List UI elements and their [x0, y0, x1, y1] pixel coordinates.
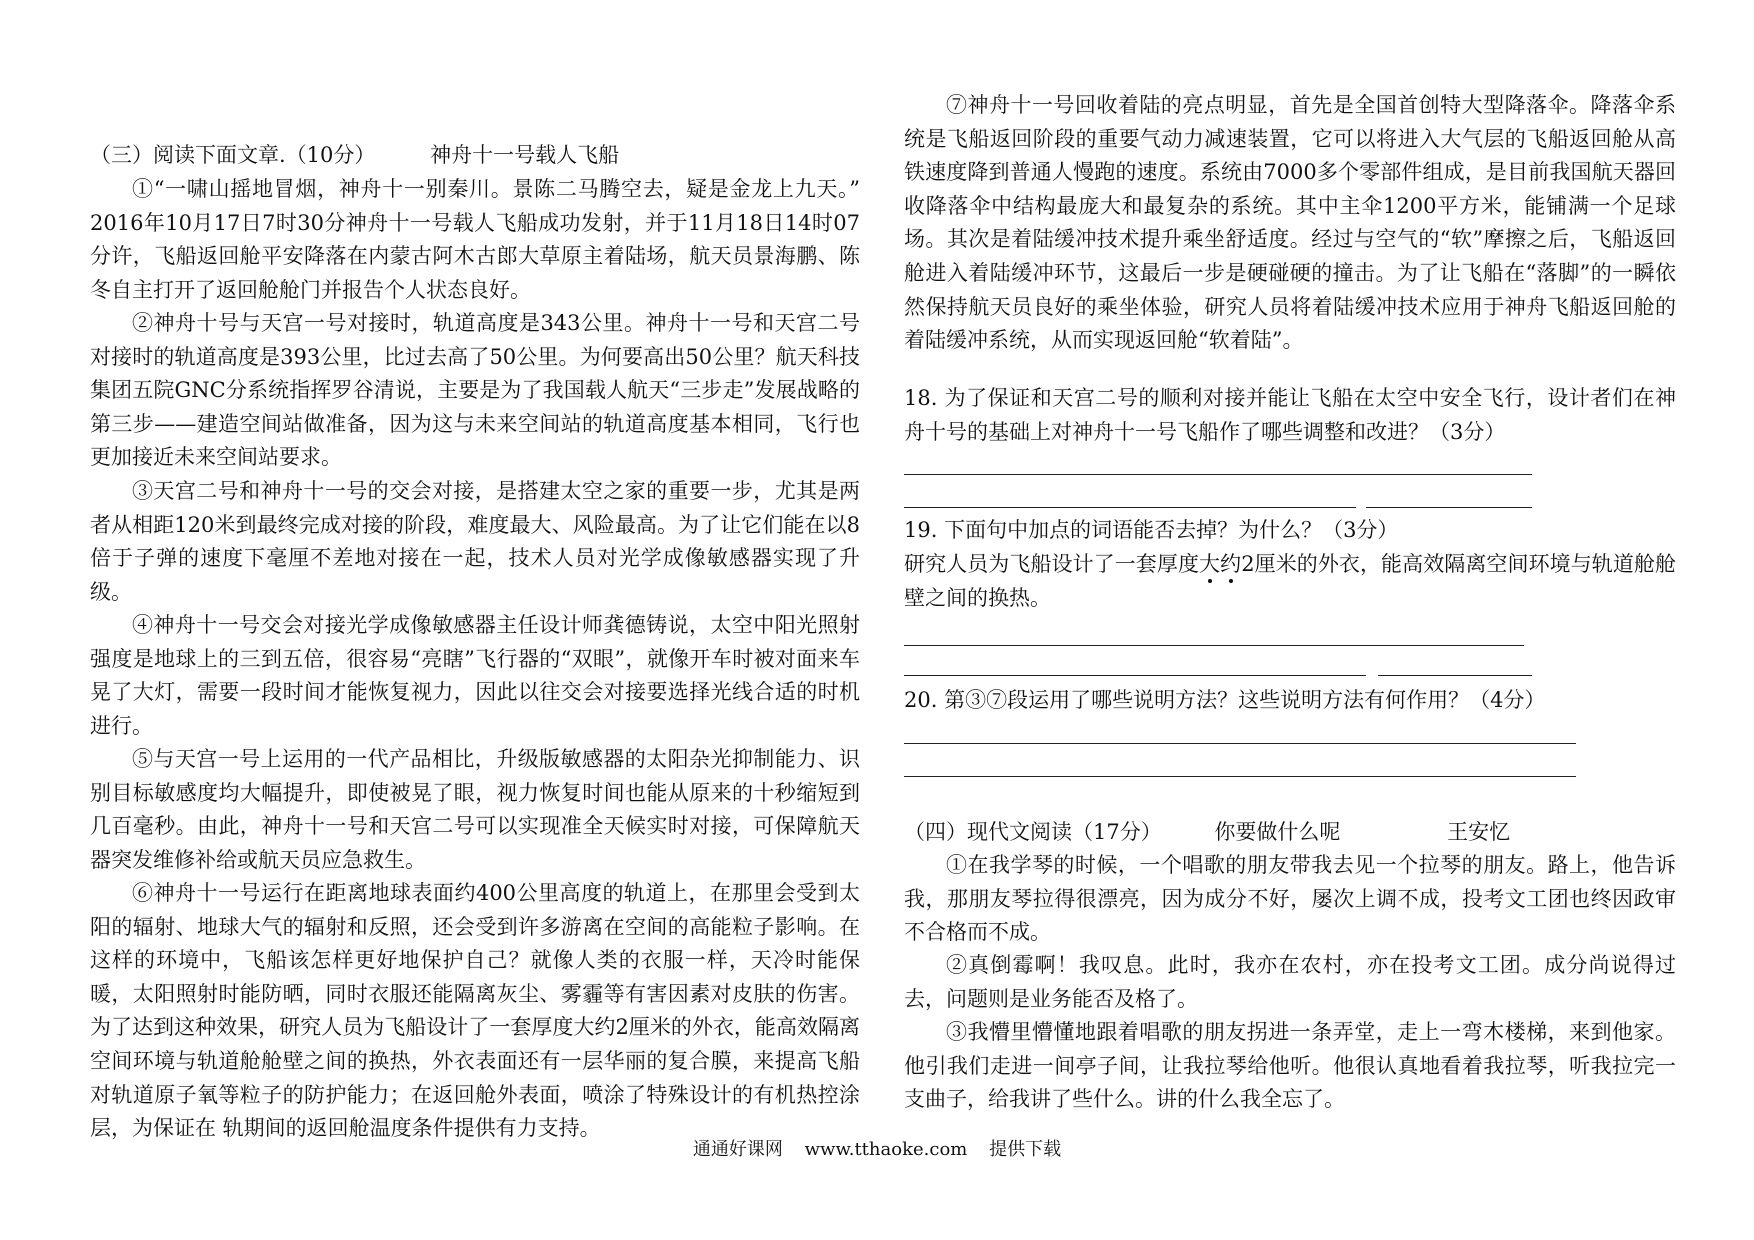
section-3-header	[90, 139, 619, 172]
answer-line-20a[interactable]	[904, 743, 1576, 744]
question-19: 19. 下面句中加点的词语能否去掉？为什么？（3分）	[904, 518, 1399, 542]
answer-line-19c[interactable]	[1378, 675, 1532, 676]
footer-suffix: 提供下载	[989, 1139, 1062, 1160]
question-20: 20. 第③⑦段运用了哪些说明方法？这些说明方法有何作用？（4分）	[904, 688, 1546, 712]
s4-paragraph-3: ③我懵里懵懂地跟着唱歌的朋友拐进一条弄堂，走上一弯木楼梯，来到他家。他引我们走进一间亭子间，让我拉琴给他听。他很认真地看着我拉琴，听我拉完一支曲子，给我讲了些什么。讲的什么我全忘了。	[904, 1020, 1676, 1112]
q19-emphasized-char-1: 大	[1199, 552, 1221, 576]
question-18: 18. 为了保证和天宫二号的顺利对接并能让飞船在太空中安全飞行，设计者们在神舟十号的基础上对神舟十一号飞船作了哪些调整和改进？（3分）	[904, 386, 1676, 444]
answer-line-19a[interactable]	[904, 645, 1524, 646]
q19-sentence-before: 研究人员为飞船设计了一套厚度	[904, 552, 1200, 576]
q19-emphasized-char-2: 约	[1220, 552, 1242, 576]
section-3-heading: （三）阅读下面文章.（10分）	[90, 143, 376, 167]
right-column	[904, 0, 1676, 1150]
s3-paragraph-4: ④神舟十一号交会对接光学成像敏感器主任设计师龚德铸说，太空中阳光照射强度是地球上的三到五倍，很容易“亮瞎”飞行器的“双眼”，就像开车时被对面来车晃了大灯，需要一段时间才能恢复视力，因此以往交会对接要选择光线合适的时机进行。	[90, 613, 860, 738]
answer-line-18c[interactable]	[1366, 507, 1532, 508]
section-3-title: 神舟十一号载人飞船	[430, 143, 620, 167]
question-19-sentence	[904, 548, 1676, 615]
s4-paragraph-2: ②真倒霉啊！我叹息。此时，我亦在农村，亦在投考文工团。成分尚说得过去，问题则是业务能否及格了。	[904, 953, 1676, 1011]
section-4-title: 你要做什么呢	[1214, 820, 1341, 844]
answer-line-18b[interactable]	[904, 507, 1356, 508]
s3-paragraph-1: ①“一啸山摇地冒烟，神舟十一别秦川。景陈二马腾空去，疑是金龙上九天。” 2016年10月17日7时30分神舟十一号载人飞船成功发射，并于11月18日14时07分许，飞船返回舱平安降落在内蒙古阿木古郎大草原主着陆场，航天员景海鹏、陈冬自主打开了返回舱舱门并报告个人状态良好。	[90, 177, 860, 302]
footer-site-name: 通通好课网	[692, 1139, 783, 1160]
answer-line-18a[interactable]	[904, 474, 1532, 475]
s3-paragraph-5: ⑤与天宫一号上运用的一代产品相比，升级版敏感器的太阳杂光抑制能力、识别目标敏感度均大幅提升，即使被晃了眼，视力恢复时间也能从原来的十秒缩短到几百毫秒。由此，神舟十一号和天宫二号可以实现准全天候实时对接，可保障航天器突发维修补给或航天员应急救生。	[90, 747, 860, 872]
s3-paragraph-7: ⑦神舟十一号回收着陆的亮点明显，首先是全国首创特大型降落伞。降落伞系统是飞船返回阶段的重要气动力减速装置，它可以将进入大气层的飞船返回舱从高铁速度降到普通人慢跑的速度。系统由7000多个零部件组成，是目前我国航天器回收降落伞中结构最庞大和最复杂的系统。其中主伞1200平方米，能铺满一个足球场。其次是着陆缓冲技术提升乘坐舒适度。经过与空气的“软”摩擦之后，飞船返回舱进入着陆缓冲环节，这最后一步是硬碰硬的撞击。为了让飞船在“落脚”的一瞬依然保持航天员良好的乘坐体验，研究人员将着陆缓冲技术应用于神舟飞船返回舱的着陆缓冲系统，从而实现返回舱“软着陆”。	[904, 93, 1676, 353]
answer-line-20b[interactable]	[904, 776, 1576, 777]
section-4-header	[904, 816, 1510, 849]
page-footer	[0, 1138, 1754, 1162]
q19-sentence-after: 2厘米的外衣，能高效隔离空间环境与轨道舱舱壁之间的换热。	[904, 552, 1677, 610]
left-column	[90, 0, 860, 1150]
s3-paragraph-6: ⑥神舟十一号运行在距离地球表面约400公里高度的轨道上，在那里会受到太阳的辐射、地球大气的辐射和反照，还会受到许多游离在空间的高能粒子影响。在这样的环境中，飞船该怎样更好地保护自己？就像人类的衣服一样，天冷时能保暖，太阳照射时能防晒，同时衣服还能隔离灰尘、雾霾等有害因素对皮肤的伤害。为了达到这种效果，研究人员为飞船设计了一套厚度大约2厘米的外衣，能高效隔离空间环境与轨道舱舱壁之间的换热，外衣表面还有一层华丽的复合膜，来提高飞船对轨道原子氧等粒子的防护能力；在返回舱外表面，喷涂了特殊设计的有机热控涂层，为保证在 轨期间的返回舱温度条件提供有力支持。	[90, 881, 860, 1141]
s4-paragraph-1: ①在我学琴的时候，一个唱歌的朋友带我去见一个拉琴的朋友。路上，他告诉我，那朋友琴拉得很漂亮，因为成分不好，屡次上调不成，投考文工团也终因政审不合格而不成。	[904, 853, 1676, 945]
answer-line-19b[interactable]	[904, 675, 1366, 676]
section-4-heading: （四）现代文阅读（17分）	[904, 820, 1162, 844]
s3-paragraph-2: ②神舟十号与天宫一号对接时，轨道高度是343公里。神舟十一号和天宫二号对接时的轨道高度是393公里，比过去高了50公里。为何要高出50公里？航天科技集团五院GNC分系统指挥罗谷清说，主要是为了我国载人航天“三步走”发展战略的第三步——建造空间站做准备，因为这与未来空间站的轨道高度基本相同，飞行也更加接近未来空间站要求。	[90, 311, 860, 470]
s3-paragraph-3: ③天宫二号和神舟十一号的交会对接，是搭建太空之家的重要一步，尤其是两者从相距120米到最终完成对接的阶段，难度最大、风险最高。为了让它们能在以8倍于子弹的速度下毫厘不差地对接在一起，技术人员对光学成像敏感器实现了升级。	[90, 479, 860, 604]
footer-url[interactable]: www.tthaoke.com	[804, 1139, 968, 1160]
section-4-author: 王安忆	[1447, 820, 1511, 844]
